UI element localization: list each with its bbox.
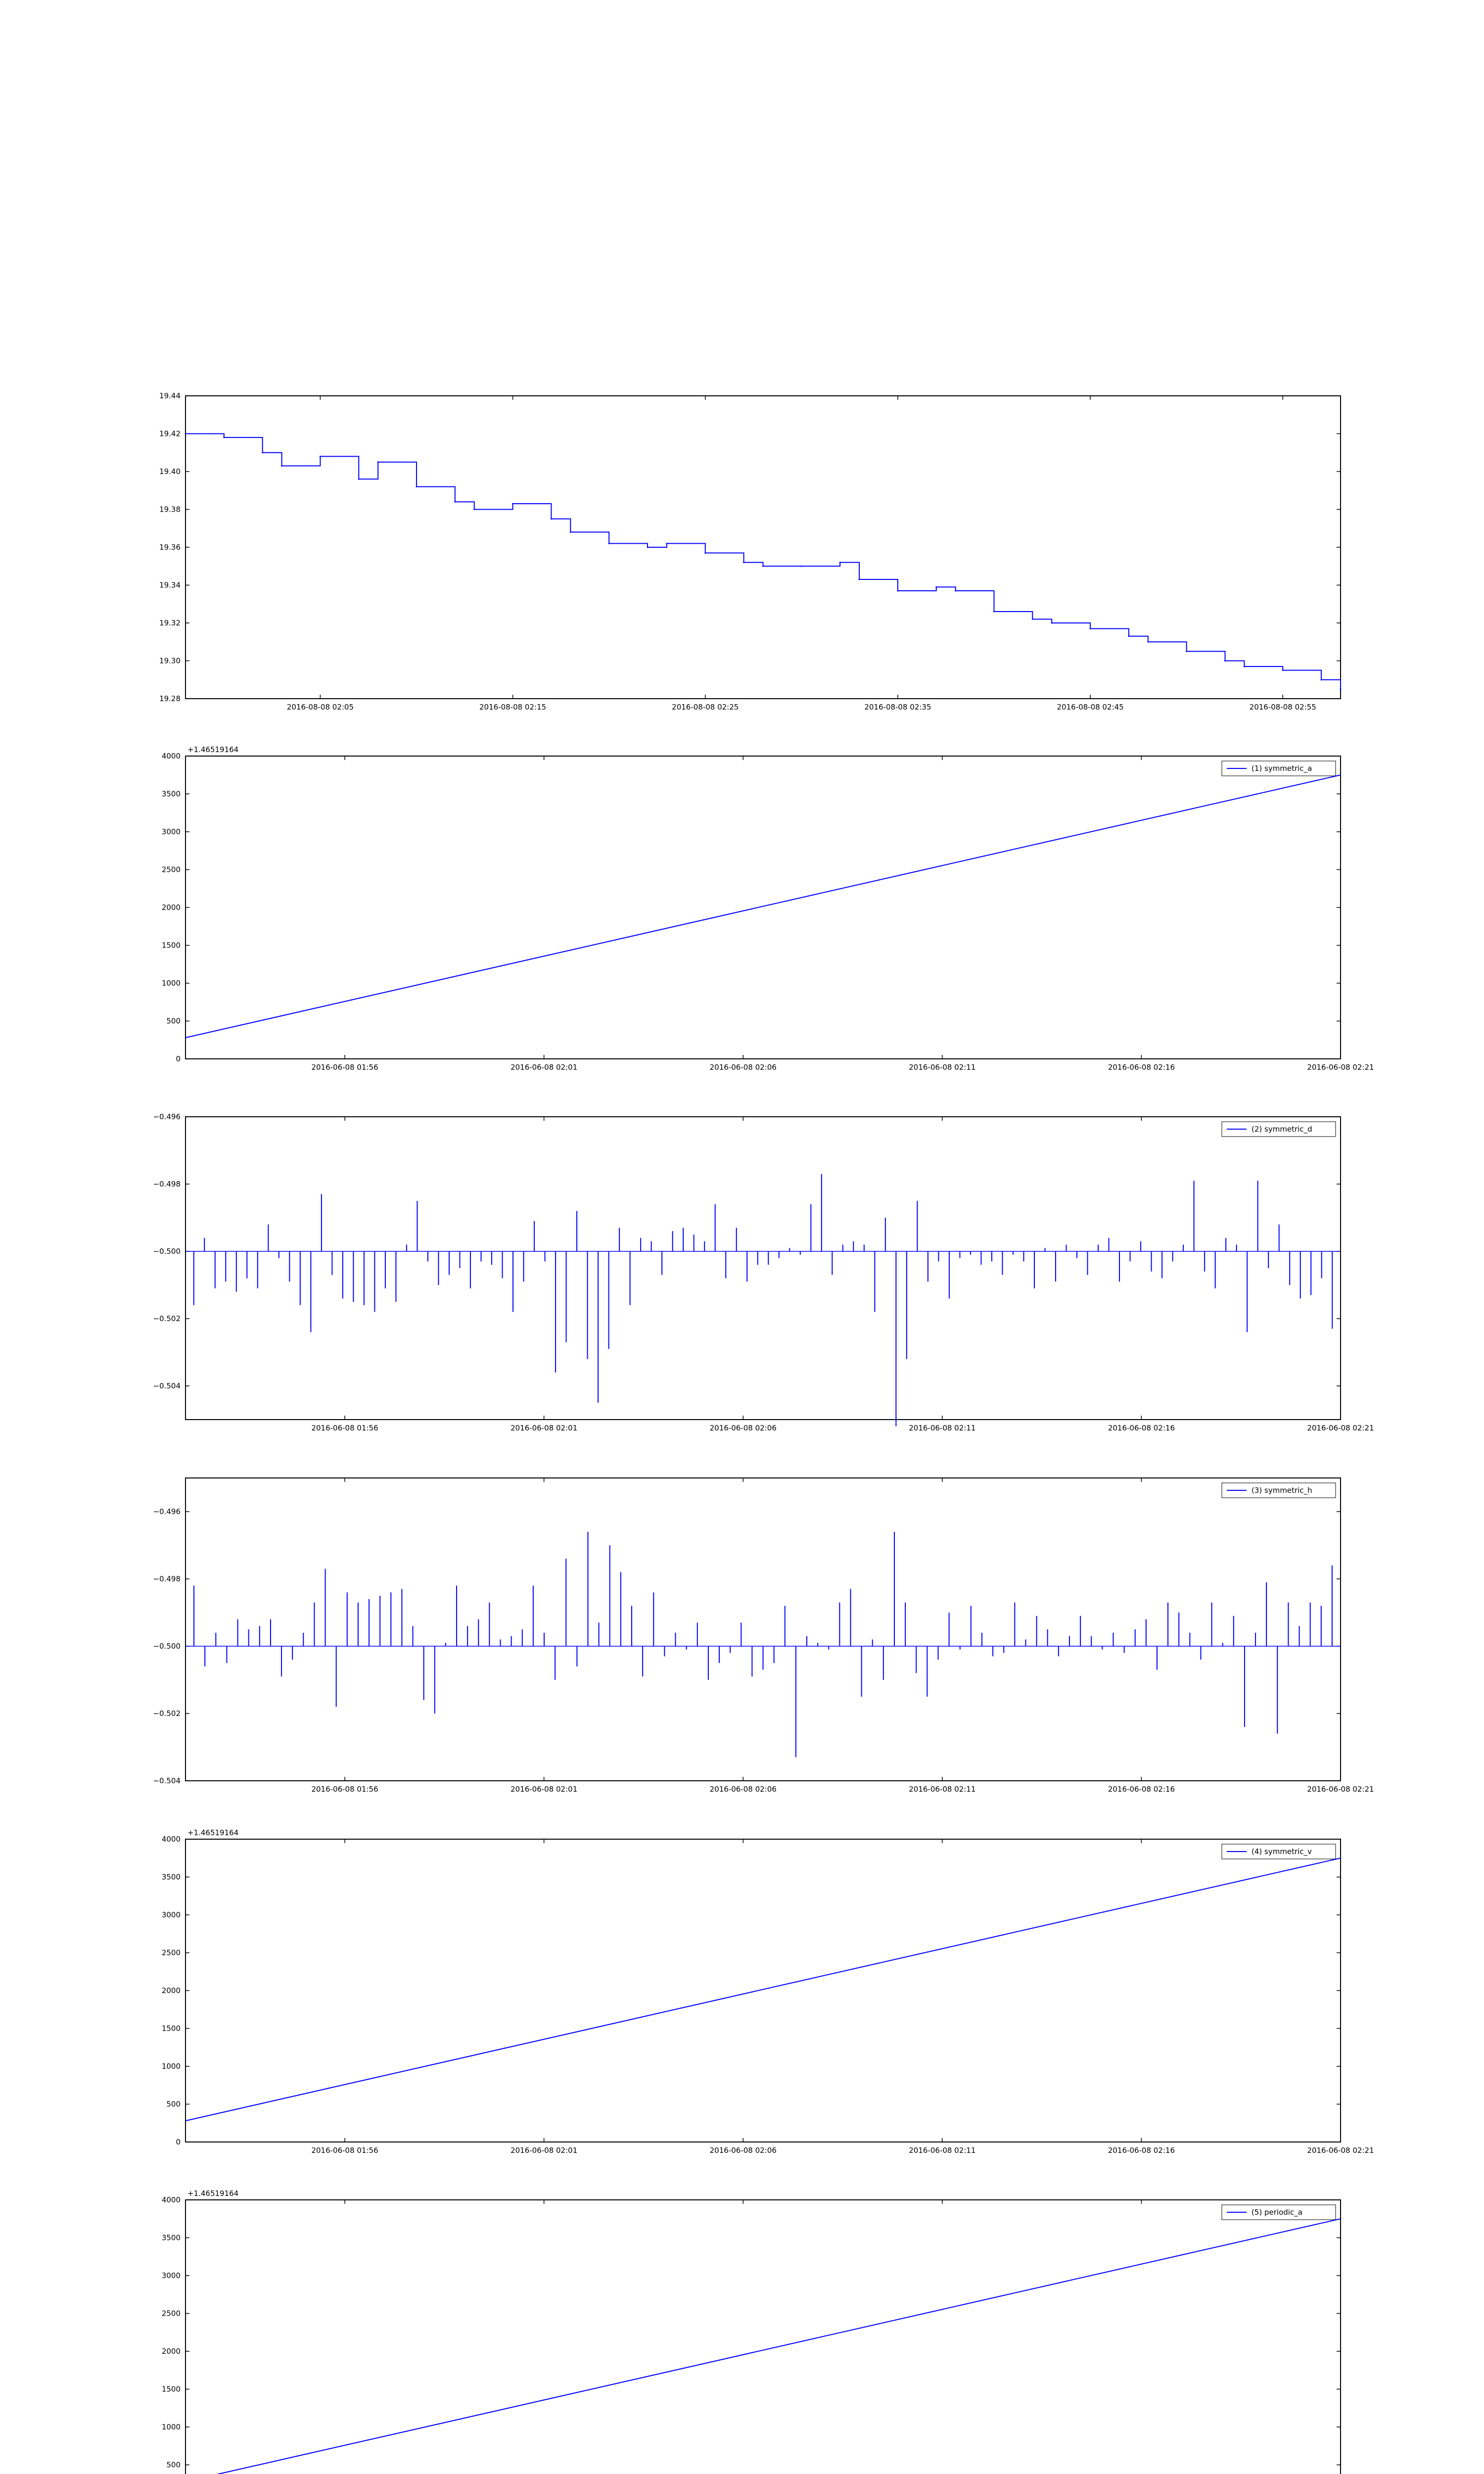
data-point <box>377 461 379 463</box>
data-point <box>993 611 995 613</box>
x-tick-label: 2016-06-08 02:16 <box>1108 1785 1175 1794</box>
y-tick-label: 1500 <box>161 2024 181 2033</box>
y-tick-label: 3000 <box>161 827 181 836</box>
y-tick-label: 500 <box>166 2460 181 2470</box>
data-point <box>762 566 764 567</box>
x-tick-label: 2016-08-08 02:05 <box>286 703 354 712</box>
data-point <box>551 518 552 520</box>
x-tick-label: 2016-06-08 02:06 <box>709 1785 777 1794</box>
y-tick-label: 1500 <box>161 941 181 950</box>
data-point <box>185 433 186 434</box>
x-tick-label: 2016-06-08 02:21 <box>1307 1063 1374 1072</box>
y-tick-label: 1000 <box>161 2423 181 2431</box>
y-tick-label: 2000 <box>161 2347 181 2356</box>
data-point <box>935 586 937 588</box>
data-point <box>262 452 263 453</box>
legend-label: (3) symmetric_h <box>1252 1486 1312 1495</box>
data-point <box>666 543 667 544</box>
data-point <box>1051 622 1053 624</box>
data-point <box>704 552 706 554</box>
y-tick-label: −0.504 <box>153 1776 181 1785</box>
data-point <box>1321 679 1322 680</box>
y-tick-label: −0.496 <box>153 1507 181 1516</box>
data-point <box>358 478 360 480</box>
data-point <box>1128 635 1129 637</box>
x-tick-label: 2016-06-08 02:21 <box>1307 1424 1374 1432</box>
data-point <box>1282 669 1284 671</box>
y-tick-label: 1000 <box>161 979 181 988</box>
x-tick-label: 2016-06-08 02:06 <box>709 2146 777 2155</box>
y-tick-label: 19.38 <box>159 505 181 514</box>
x-tick-label: 2016-06-08 01:56 <box>311 1424 378 1432</box>
x-tick-label: 2016-06-08 02:01 <box>510 2146 578 2155</box>
legend-label: (4) symmetric_v <box>1252 1847 1312 1856</box>
x-tick-label: 2016-08-08 02:35 <box>864 703 931 712</box>
y-tick-label: −0.504 <box>153 1381 181 1390</box>
x-tick-label: 2016-06-08 01:56 <box>311 2146 378 2155</box>
y-tick-label: −0.500 <box>153 1247 181 1256</box>
y-tick-label: −0.498 <box>153 1574 181 1583</box>
y-tick-label: 2500 <box>161 865 181 874</box>
x-tick-label: 2016-08-08 02:45 <box>1057 703 1124 712</box>
y-tick-label: −0.502 <box>153 1314 181 1323</box>
y-tick-label: 1000 <box>161 2062 181 2071</box>
data-point <box>897 590 898 591</box>
data-point <box>647 547 649 548</box>
y-tick-label: 19.42 <box>159 429 181 438</box>
x-tick-label: 2016-06-08 02:11 <box>909 1063 976 1072</box>
x-tick-label: 2016-06-08 02:01 <box>510 1785 578 1794</box>
y-tick-label: 0 <box>176 1054 181 1063</box>
y-tick-label: 19.32 <box>159 618 181 627</box>
y-offset-label: +1.46519164 <box>187 745 239 754</box>
legend-label: (2) symmetric_d <box>1252 1125 1312 1134</box>
y-tick-label: 19.28 <box>159 694 181 703</box>
x-tick-label: 2016-06-08 02:06 <box>709 1424 777 1432</box>
data-point <box>1186 651 1187 652</box>
x-tick-label: 2016-06-08 02:16 <box>1108 1424 1175 1432</box>
data-point <box>1224 660 1226 662</box>
y-tick-label: −0.498 <box>153 1180 181 1189</box>
y-tick-label: 4000 <box>161 2195 181 2204</box>
y-tick-label: −0.502 <box>153 1709 181 1718</box>
data-point <box>1032 618 1033 620</box>
y-tick-label: 2500 <box>161 1948 181 1957</box>
legend-label: (1) symmetric_a <box>1252 764 1312 773</box>
y-tick-label: 1500 <box>161 2384 181 2394</box>
data-point <box>223 437 225 438</box>
data-point <box>955 590 956 591</box>
y-tick-label: 500 <box>166 1016 181 1026</box>
data-point <box>1244 666 1245 667</box>
data-point <box>473 509 475 510</box>
x-tick-label: 2016-06-08 02:11 <box>909 2146 976 2155</box>
x-tick-label: 2016-06-08 02:06 <box>709 1063 777 1072</box>
x-tick-label: 2016-06-08 02:11 <box>909 1424 976 1432</box>
data-point <box>839 562 841 563</box>
y-tick-label: 500 <box>166 2099 181 2109</box>
data-point <box>454 501 456 503</box>
x-tick-label: 2016-06-08 02:21 <box>1307 2146 1374 2155</box>
y-tick-label: 19.36 <box>159 543 181 552</box>
y-tick-label: 3500 <box>161 1872 181 1882</box>
y-tick-label: 19.34 <box>159 580 181 590</box>
x-tick-label: 2016-08-08 02:25 <box>672 703 739 712</box>
x-tick-label: 2016-06-08 02:21 <box>1307 1785 1374 1794</box>
x-tick-label: 2016-08-08 02:55 <box>1249 703 1316 712</box>
data-point <box>416 486 417 487</box>
data-point <box>320 456 321 457</box>
x-tick-label: 2016-06-08 01:56 <box>311 1063 378 1072</box>
y-tick-label: 4000 <box>161 752 181 761</box>
data-point <box>1147 641 1149 643</box>
x-tick-label: 2016-06-08 02:01 <box>510 1424 578 1432</box>
y-tick-label: 19.40 <box>159 467 181 476</box>
legend-label: (5) periodic_a <box>1252 2208 1302 2217</box>
y-tick-label: 0 <box>176 2138 181 2146</box>
x-tick-label: 2016-08-08 02:15 <box>479 703 547 712</box>
x-tick-label: 2016-06-08 02:01 <box>510 1063 578 1072</box>
y-tick-label: −0.500 <box>153 1642 181 1651</box>
y-tick-label: 3500 <box>161 789 181 799</box>
data-point <box>743 562 744 563</box>
data-point <box>859 579 860 580</box>
y-tick-label: 2000 <box>161 903 181 912</box>
y-tick-label: 19.44 <box>159 391 181 400</box>
y-tick-label: 3000 <box>161 1910 181 1919</box>
data-point <box>608 543 610 544</box>
x-tick-label: 2016-06-08 02:16 <box>1108 1063 1175 1072</box>
y-tick-label: 2000 <box>161 1986 181 1995</box>
y-offset-label: +1.46519164 <box>187 2189 239 2198</box>
y-tick-label: 19.30 <box>159 656 181 666</box>
data-point <box>1090 628 1091 629</box>
data-point <box>1340 688 1342 690</box>
y-tick-label: 3000 <box>161 2271 181 2280</box>
data-point <box>570 531 571 533</box>
data-point <box>512 503 513 505</box>
y-tick-label: 4000 <box>161 1835 181 1844</box>
y-offset-label: +1.46519164 <box>187 1828 239 1837</box>
x-tick-label: 2016-06-08 02:16 <box>1108 2146 1175 2155</box>
data-point <box>281 465 282 467</box>
data-point <box>801 566 802 567</box>
y-tick-label: 2500 <box>161 2309 181 2318</box>
x-tick-label: 2016-06-08 01:56 <box>311 1785 378 1794</box>
y-tick-label: 3500 <box>161 2233 181 2242</box>
x-tick-label: 2016-06-08 02:11 <box>909 1785 976 1794</box>
y-tick-label: −0.496 <box>153 1112 181 1121</box>
